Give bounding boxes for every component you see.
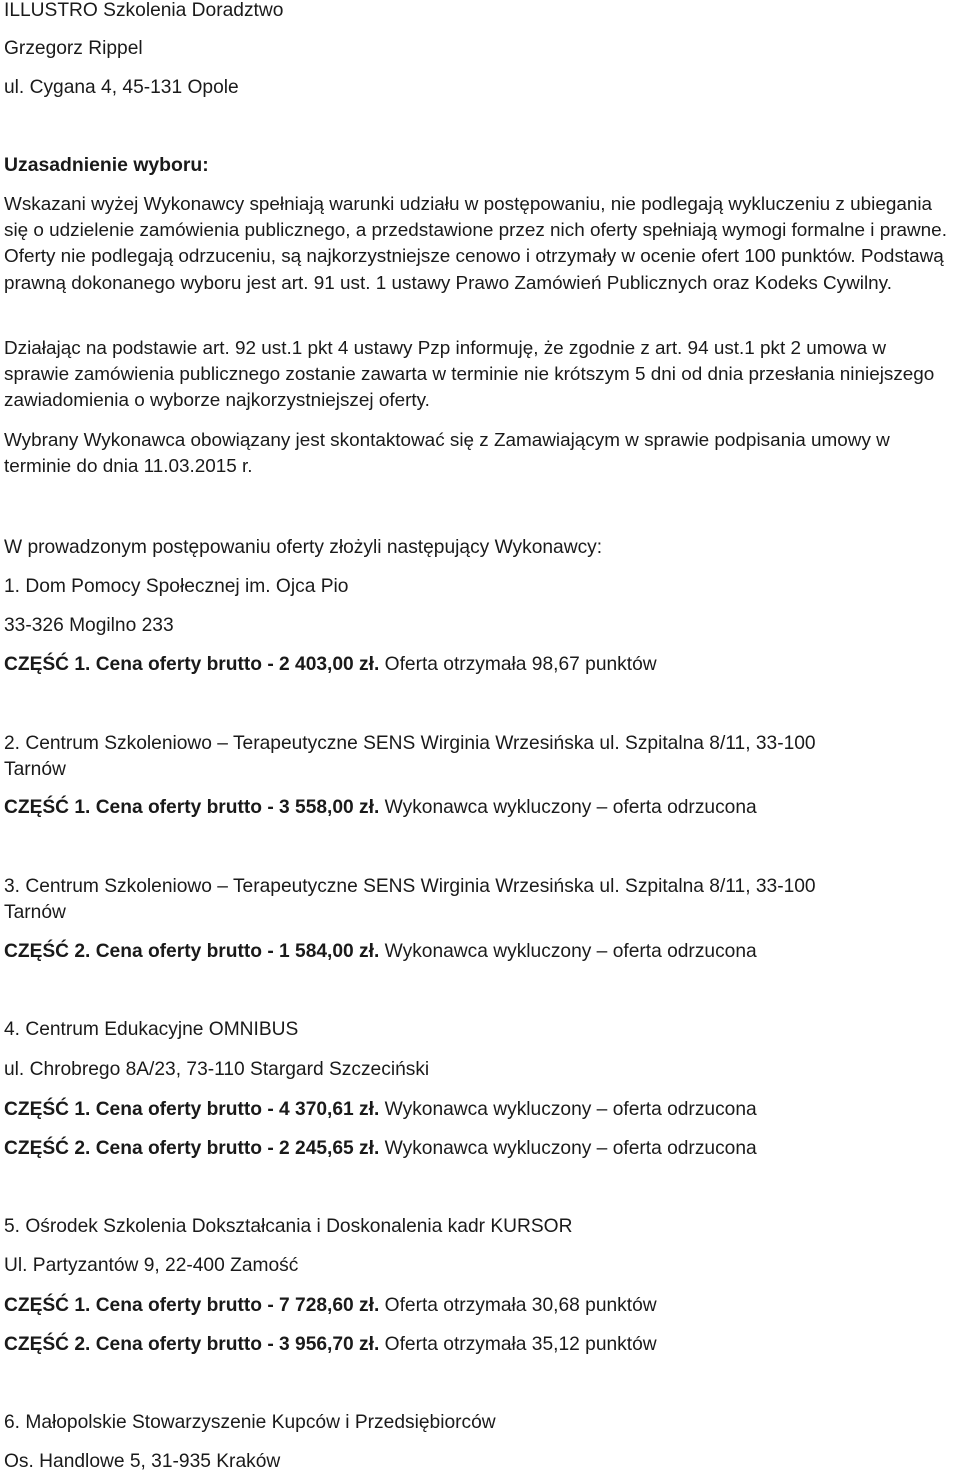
- bidder-1-part-1-label: CZĘŚĆ 1. Cena oferty brutto - 2 403,00 zł.: [4, 654, 380, 675]
- bidder-3-name-line-2: Tarnów: [4, 902, 66, 923]
- bidder-5-part-1-label: CZĘŚĆ 1. Cena oferty brutto - 7 728,60 zł.: [4, 1295, 380, 1316]
- bidder-5-address: Ul. Partyzantów 9, 22-400 Zamość: [4, 1255, 299, 1276]
- bidder-4-name: 4. Centrum Edukacyjne OMNIBUS: [4, 1019, 299, 1040]
- bidder-2-part-1: [4, 795, 757, 821]
- bidder-4-part-1-result: Wykonawca wykluczony – oferta odrzucona: [379, 1099, 757, 1120]
- bidder-2-name-line-2: Tarnów: [4, 759, 66, 780]
- bidder-1-part-1: [4, 652, 657, 678]
- justification-paragraph-2: Działając na podstawie art. 92 ust.1 pkt 4 ustawy Pzp informuję, że zgodnie z art. 94 ust.1 pkt 2 umowa w sprawie zamówienia publicznego zostanie zawarta w terminie nie krótszym 5 dni od dnia przesłania niniejszego zawiadomienia o wyborze najkorzystniejszej oferty.: [4, 338, 935, 412]
- bidder-2-name-line-1: 2. Centrum Szkoleniowo – Terapeutyczne SENS Wirginia Wrzesińska ul. Szpitalna 8/11, 33-100: [4, 733, 816, 754]
- bidder-2-part-1-label: CZĘŚĆ 1. Cena oferty brutto - 3 558,00 zł.: [4, 797, 380, 818]
- bidder-3-part-1: [4, 939, 757, 965]
- bidders-intro: W prowadzonym postępowaniu oferty złożyli następujący Wykonawcy:: [4, 537, 603, 558]
- bidder-4-part-2-label: CZĘŚĆ 2. Cena oferty brutto - 2 245,65 zł.: [4, 1138, 380, 1159]
- bidder-4-address: ul. Chrobrego 8A/23, 73-110 Stargard Szczeciński: [4, 1059, 430, 1080]
- contact-person: Grzegorz Rippel: [4, 38, 143, 59]
- bidder-5-part-2-result: Oferta otrzymała 35,12 punktów: [379, 1334, 657, 1355]
- bidder-3-part-1-label: CZĘŚĆ 2. Cena oferty brutto - 1 584,00 zł.: [4, 941, 380, 962]
- bidder-6-name: 6. Małopolskie Stowarzyszenie Kupców i Przedsiębiorców: [4, 1412, 496, 1433]
- company-address: ul. Cygana 4, 45-131 Opole: [4, 77, 239, 98]
- bidder-1-name: 1. Dom Pomocy Społecznej im. Ojca Pio: [4, 576, 349, 597]
- bidder-6-address: Os. Handlowe 5, 31-935 Kraków: [4, 1451, 281, 1472]
- bidder-3-part-1-result: Wykonawca wykluczony – oferta odrzucona: [379, 941, 757, 962]
- bidder-4-part-1-label: CZĘŚĆ 1. Cena oferty brutto - 4 370,61 zł.: [4, 1099, 380, 1120]
- bidder-5-part-2-label: CZĘŚĆ 2. Cena oferty brutto - 3 956,70 zł.: [4, 1334, 380, 1355]
- justification-paragraph-1: Wskazani wyżej Wykonawcy spełniają warunki udziału w postępowaniu, nie podlegają wykluczeniu z ubiegania się o udzielenie zamówienia publicznego, a przedstawione przez nich oferty spełniają wymogi formalne i prawne. Oferty nie podlegają odrzuceniu, są najkorzystniejsze cenowo i otrzymały w ocenie ofert 100 punktów. Podstawą prawną dokonanego wyboru jest art. 91 ust. 1 ustawy Prawo Zamówień Publicznych oraz Kodeks Cywilny.: [4, 194, 947, 294]
- bidder-3-name-line-1: 3. Centrum Szkoleniowo – Terapeutyczne SENS Wirginia Wrzesińska ul. Szpitalna 8/11, 33-100: [4, 876, 816, 897]
- bidder-4-part-2: [4, 1136, 757, 1162]
- bidder-4-part-1: [4, 1097, 757, 1123]
- bidder-1-part-1-result: Oferta otrzymała 98,67 punktów: [379, 654, 657, 675]
- company-name: ILLUSTRO Szkolenia Doradztwo: [4, 0, 284, 21]
- bidder-2-part-1-result: Wykonawca wykluczony – oferta odrzucona: [379, 797, 757, 818]
- bidder-5-part-1-result: Oferta otrzymała 30,68 punktów: [379, 1295, 657, 1316]
- justification-paragraph-3: Wybrany Wykonawca obowiązany jest skontaktować się z Zamawiającym w sprawie podpisania umowy w terminie do dnia 11.03.2015 r.: [4, 430, 890, 478]
- bidder-5-name: 5. Ośrodek Szkolenia Dokształcania i Doskonalenia kadr KURSOR: [4, 1216, 573, 1237]
- bidder-5-part-1: [4, 1293, 657, 1319]
- bidder-5-part-2: [4, 1332, 657, 1358]
- bidder-4-part-2-result: Wykonawca wykluczony – oferta odrzucona: [379, 1138, 757, 1159]
- bidder-1-address: 33-326 Mogilno 233: [4, 615, 174, 636]
- justification-heading: Uzasadnienie wyboru:: [4, 154, 209, 176]
